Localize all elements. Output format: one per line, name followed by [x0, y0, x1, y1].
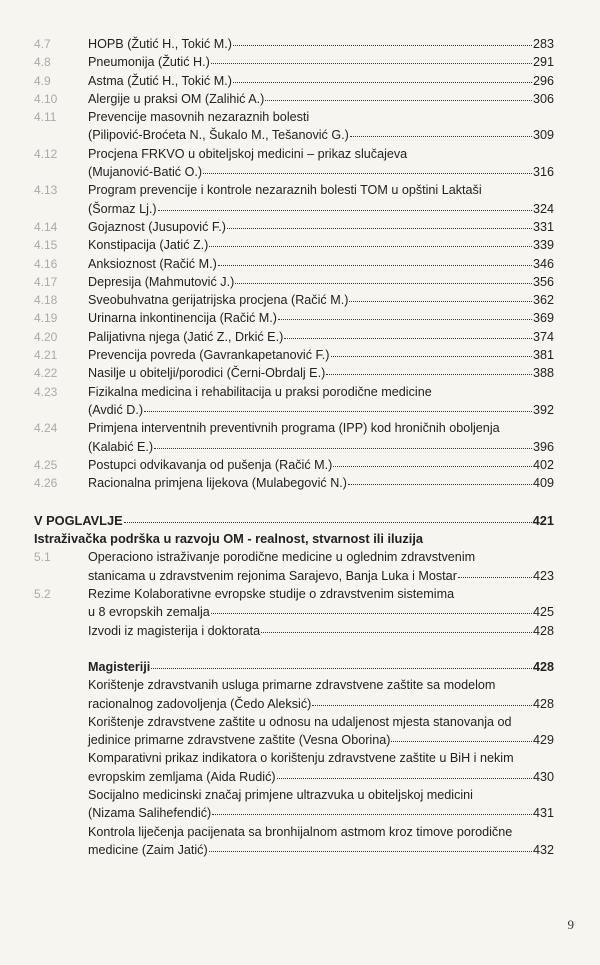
entry-number: 4.8: [34, 55, 51, 70]
entry-page: 316: [532, 165, 554, 180]
entry-title: (Nizama Salihefendić): [88, 806, 212, 821]
entry-page: 309: [532, 128, 554, 143]
entry-page: 331: [532, 219, 554, 234]
entry-number: 4.16: [34, 256, 58, 271]
entry-page: 392: [532, 402, 554, 417]
entry-title: Depresija (Mahmutović J.): [88, 274, 235, 289]
entry-title-line: Prevencije masovnih nezaraznih bolesti: [88, 110, 310, 125]
entry-title: Alergije u praksi OM (Zalihić A.): [88, 91, 265, 106]
leader-dots: [158, 210, 532, 211]
toc-entry[interactable]: [34, 676, 554, 713]
toc-magisteriji-list: [34, 676, 554, 859]
leader-dots: [154, 448, 532, 449]
entry-title-line: Kontrola liječenja pacijenata sa bronhijalnom astmom kroz timove porodične: [88, 824, 513, 839]
entry-page: 429: [532, 733, 554, 748]
entry-title: (Avdić D.): [88, 402, 144, 417]
entry-title: HOPB (Žutić H., Tokić M.): [88, 37, 232, 51]
leader-dots: [331, 356, 532, 357]
entry-title: Prevencija povreda (Gavrankapetanović F.): [88, 348, 330, 363]
toc-entry[interactable]: [34, 749, 554, 786]
toc-entry[interactable]: [34, 181, 554, 218]
toc-entry[interactable]: [34, 90, 554, 108]
table-of-contents: [34, 35, 554, 859]
entry-title: u 8 evropskih zemalja: [88, 605, 210, 620]
entry-title: Nasilje u obitelji/porodici (Černi-Obrdalj E.): [88, 366, 326, 381]
entry-number: 5.2: [34, 587, 51, 602]
entry-page: 283: [532, 37, 554, 51]
entry-number: 4.7: [34, 37, 51, 51]
entry-title-line: Socijalno medicinski značaj primjene ultrazvuka u obiteljskoj medicini: [88, 787, 473, 802]
entry-number: 4.14: [34, 219, 58, 234]
toc-entry[interactable]: [34, 419, 554, 456]
entry-title-line: Primjena interventnih preventivnih programa (IPP) kod hroničnih oboljenja: [88, 421, 500, 436]
leader-dots: [209, 851, 532, 852]
toc-entry[interactable]: [34, 456, 554, 474]
toc-entry[interactable]: [34, 236, 554, 254]
entry-title: Postupci odvikavanja od pušenja (Račić M.): [88, 457, 333, 472]
leader-dots: [333, 466, 532, 467]
toc-entry[interactable]: [34, 108, 554, 145]
toc-entry[interactable]: [34, 823, 554, 860]
toc-entry[interactable]: [34, 35, 554, 53]
leader-dots: [227, 228, 532, 229]
leader-dots: [350, 136, 532, 137]
entry-number: 4.9: [34, 73, 51, 88]
entry-page: 369: [532, 311, 554, 326]
leader-dots: [144, 411, 532, 412]
entry-page: 425: [532, 605, 554, 620]
toc-entry[interactable]: [34, 346, 554, 364]
entry-title: Gojaznost (Jusupović F.): [88, 219, 226, 234]
entry-title: racionalnog zadovoljenja (Čedo Aleksić): [88, 696, 312, 711]
page-number: 9: [567, 917, 574, 932]
leader-dots: [391, 741, 532, 742]
leader-dots: [458, 577, 532, 578]
leader-dots: [124, 522, 532, 523]
entry-page: 356: [532, 274, 554, 289]
entry-page: 430: [532, 769, 554, 784]
entry-title: jedinice primarne zdravstvene zaštite (Vesna Oborina): [88, 733, 391, 748]
toc-entry[interactable]: [34, 255, 554, 273]
entry-title: Anksioznost (Račić M.): [88, 256, 217, 271]
leader-dots: [261, 632, 532, 633]
leader-dots: [211, 63, 532, 64]
leader-dots: [218, 265, 532, 266]
entry-title: Sveobuhvatna gerijatrijska procjena (Račić M.): [88, 293, 349, 308]
toc-entry[interactable]: [34, 328, 554, 346]
entry-page: 374: [532, 329, 554, 344]
toc-entry[interactable]: [34, 273, 554, 291]
entry-title-line: Komparativni prikaz indikatora o korištenju zdravstvene zaštite u BiH i nekim: [88, 751, 514, 766]
entry-title-line: Procjena FRKVO u obiteljskoj medicini – prikaz slučajeva: [88, 146, 408, 161]
leader-dots: [348, 484, 532, 485]
toc-section-4: [34, 35, 554, 492]
entry-number: 4.25: [34, 457, 58, 472]
entry-title: Racionalna primjena lijekova (Mulabegović N.): [88, 476, 347, 491]
entry-page: 362: [532, 293, 554, 308]
entry-number: 4.17: [34, 274, 58, 289]
entry-number: 4.10: [34, 91, 58, 106]
leader-dots: [284, 338, 532, 339]
toc-entry[interactable]: [34, 145, 554, 182]
entry-page: 402: [532, 457, 554, 472]
entry-number: 5.1: [34, 550, 51, 565]
entry-title: medicine (Zaim Jatić): [88, 842, 208, 857]
toc-entry[interactable]: [34, 622, 554, 640]
entry-number: 4.11: [34, 110, 57, 125]
chapter-heading[interactable]: [34, 512, 554, 530]
entry-title: (Šormaz Lj.): [88, 201, 157, 216]
toc-entry[interactable]: [34, 786, 554, 823]
toc-entry[interactable]: [34, 72, 554, 90]
chapter-subtitle: Istraživačka podrška u razvoju OM - realnost, stvarnost ili iluzija: [34, 531, 424, 547]
entry-page: 296: [532, 73, 554, 88]
toc-entry[interactable]: [34, 309, 554, 327]
entry-page: 306: [532, 91, 554, 106]
entry-number: 4.22: [34, 366, 58, 381]
magisteriji-page: 428: [532, 659, 554, 674]
entry-page: 409: [532, 476, 554, 491]
leader-dots: [235, 283, 532, 284]
chapter-page: 421: [532, 513, 554, 529]
entry-page: 423: [532, 568, 554, 583]
entry-number: 4.18: [34, 293, 58, 308]
entry-number: 4.15: [34, 238, 58, 253]
entry-page: 428: [532, 623, 554, 638]
toc-entry[interactable]: [34, 364, 554, 382]
leader-dots: [326, 374, 532, 375]
entry-number: 4.26: [34, 476, 58, 491]
entry-page: 324: [532, 201, 554, 216]
leader-dots: [203, 173, 532, 174]
entry-title: Konstipacija (Jatić Z.): [88, 238, 209, 253]
leader-dots: [233, 45, 532, 46]
chapter-title: V POGLAVLJE: [34, 513, 123, 529]
entry-number: 4.13: [34, 183, 58, 198]
entry-title-line: Program prevencije i kontrole nezaraznih bolesti TOM u opštini Laktaši: [88, 183, 482, 198]
entry-number: 4.19: [34, 311, 58, 326]
entry-title: (Mujanović-Batić O.): [88, 165, 203, 180]
leader-dots: [233, 82, 532, 83]
toc-section-5: [34, 548, 554, 639]
magisteriji-title: Magisteriji: [88, 659, 151, 674]
entry-page: 431: [532, 806, 554, 821]
leader-dots: [277, 778, 532, 779]
entry-title-line: Fizikalna medicina i rehabilitacija u praksi porodične medicine: [88, 384, 432, 399]
entry-title-line: Rezime Kolaborativne evropske studije o zdravstvenim sistemima: [88, 587, 455, 602]
entry-title: Izvodi iz magisterija i doktorata: [88, 623, 261, 638]
entry-title: (Pilipović-Broćeta N., Šukalo M., Tešanović G.): [88, 128, 349, 143]
leader-dots: [278, 319, 532, 320]
toc-entry[interactable]: [34, 585, 554, 622]
entry-page: 432: [532, 842, 554, 857]
toc-entry[interactable]: [34, 548, 554, 585]
entry-title: stanicama u zdravstvenim rejonima Sarajevo, Banja Luka i Mostar: [88, 568, 457, 583]
entry-page: 396: [532, 439, 554, 454]
toc-entry[interactable]: [34, 474, 554, 492]
entry-number: 4.23: [34, 384, 58, 399]
toc-entry[interactable]: [34, 53, 554, 71]
entry-title: evropskim zemljama (Aida Rudić): [88, 769, 276, 784]
leader-dots: [212, 814, 532, 815]
entry-number: 4.20: [34, 329, 58, 344]
toc-entry[interactable]: [34, 383, 554, 420]
entry-title: (Kalabić E.): [88, 439, 154, 454]
entry-page: 291: [532, 55, 554, 70]
entry-page: 388: [532, 366, 554, 381]
entry-title: Palijativna njega (Jatić Z., Drkić E.): [88, 329, 284, 344]
leader-dots: [349, 301, 532, 302]
entry-page: 381: [532, 348, 554, 363]
entry-number: 4.24: [34, 421, 58, 436]
leader-dots: [312, 705, 532, 706]
entry-title-line: Korištenje zdravstvanih usluga primarne zdravstvene zaštite sa modelom: [88, 678, 496, 693]
leader-dots: [151, 668, 532, 669]
toc-entry[interactable]: [34, 218, 554, 236]
entry-number: 4.12: [34, 146, 58, 161]
leader-dots: [209, 246, 532, 247]
leader-dots: [211, 613, 532, 614]
entry-number: 4.21: [34, 348, 58, 363]
entry-title: Astma (Žutić H., Tokić M.): [88, 73, 232, 88]
entry-page: 339: [532, 238, 554, 253]
magisteriji-heading[interactable]: [34, 658, 554, 676]
entry-title: Pneumonija (Žutić H.): [88, 55, 210, 70]
entry-title: Urinarna inkontinencija (Račić M.): [88, 311, 277, 326]
entry-page: 428: [532, 696, 554, 711]
toc-entry[interactable]: [34, 713, 554, 750]
toc-entry[interactable]: [34, 291, 554, 309]
entry-page: 346: [532, 256, 554, 271]
entry-title-line: Operaciono istraživanje porodične medicine u oglednim zdravstvenim: [88, 550, 476, 565]
entry-title-line: Korištenje zdravstvene zaštite u odnosu na udaljenost mjesta stanovanja od: [88, 714, 512, 729]
leader-dots: [265, 100, 532, 101]
